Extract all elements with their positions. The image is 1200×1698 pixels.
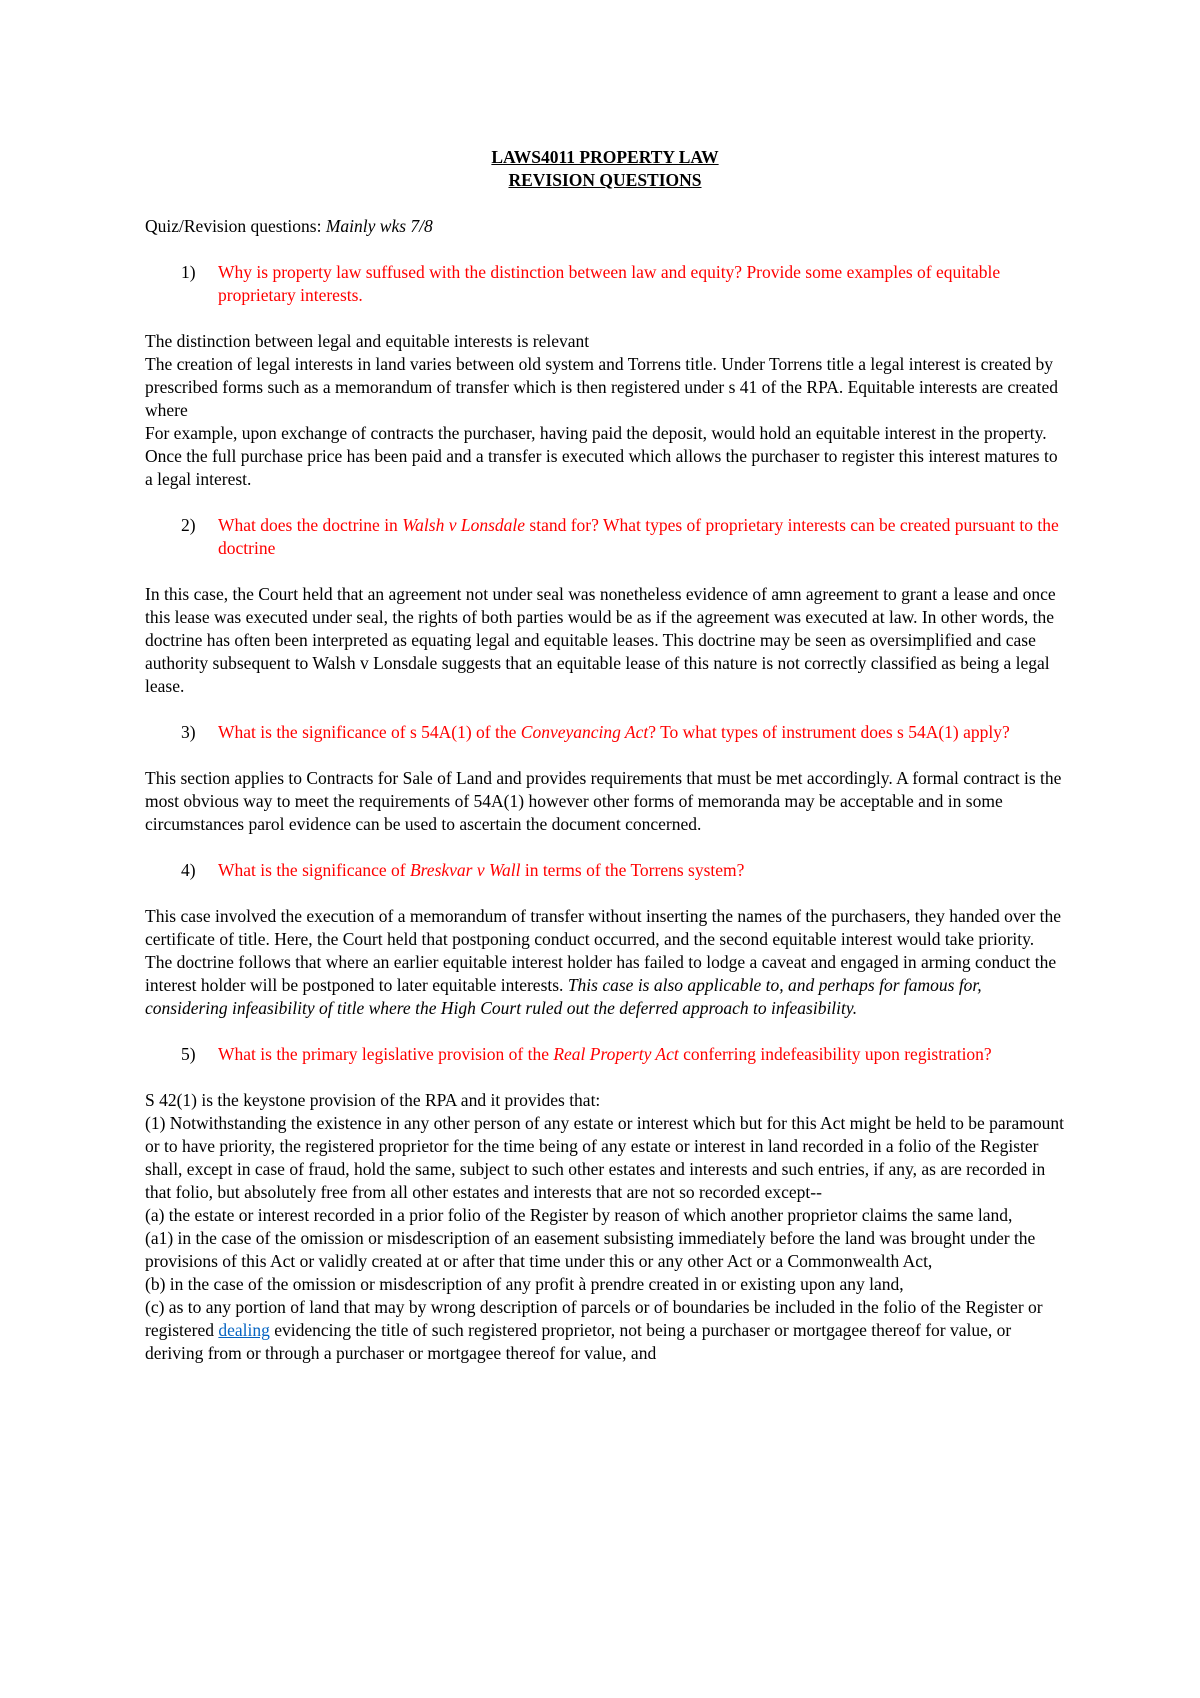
dealing-link[interactable]: dealing xyxy=(218,1320,270,1340)
answer-1-line-1: The distinction between legal and equitable interests is relevant xyxy=(145,331,590,351)
question-1-number: 1) xyxy=(181,262,196,282)
answer-5-line-6 xyxy=(145,1296,1065,1365)
answer-3: This section applies to Contracts for Sale of Land and provides requirements that must be met accordingly. A formal contract is the most obvious way to meet the requirements of 54A(1) however other forms of memoranda may be acceptable and in some circumstances parol evidence can be used to ascertain the document concerned. xyxy=(145,768,1062,834)
question-4-number: 4) xyxy=(181,860,196,880)
answer-4-italic: This case is also applicable to, and perhaps for famous for, considering infeasibility of title where the High Court ruled out the deferred approach to infeasibility. xyxy=(145,975,982,1018)
document-title: LAWS4011 PROPERTY LAW xyxy=(491,147,719,167)
intro-line xyxy=(145,215,1065,238)
question-3-act: Conveyancing Act xyxy=(520,722,649,742)
question-5-number: 5) xyxy=(181,1044,196,1064)
question-2-pre: What does the doctrine in xyxy=(218,515,403,535)
answer-5-line-5: (b) in the case of the omission or misdescription of any profit à prendre created in or existing upon any land, xyxy=(145,1274,904,1294)
answer-5-line-6-pre: (c) as to any portion of land that may by wrong description of parcels or of boundaries be included in the folio of the Register or registered xyxy=(145,1297,1043,1340)
answer-2: In this case, the Court held that an agreement not under seal was nonetheless evidence of amn agreement to grant a lease and once this lease was executed under seal, the rights of both parties would be as if the agreement was executed at law. In other words, the doctrine has often been interpreted as equating legal and equitable leases. This doctrine may be seen as oversimplified and case authority subsequent to Walsh v Lonsdale suggests that an equitable lease of this nature is not correctly classified as being a legal lease. xyxy=(145,584,1056,696)
question-5-act: Real Property Act xyxy=(553,1044,679,1064)
answer-5-line-2: (1) Notwithstanding the existence in any other person of any estate or interest which but for this Act might be held to be paramount or to have priority, the registered proprietor for the time being of any estate or interest in land recorded in a folio of the Register shall, except in case of fraud, hold the same, subject to such other estates and interests and such entries, if any, as are recorded in that folio, but absolutely free from all other estates and interests that are not so recorded except-- xyxy=(145,1113,1065,1202)
question-4-case: Breskvar v Wall xyxy=(409,860,521,880)
question-5 xyxy=(145,1043,1065,1066)
answer-5-line-1: S 42(1) is the keystone provision of the RPA and it provides that: xyxy=(145,1090,601,1110)
intro-label: Quiz/Revision questions: xyxy=(145,216,326,236)
question-1 xyxy=(145,261,1065,307)
question-4-post: in terms of the Torrens system? xyxy=(520,860,745,880)
answer-5-line-6-post: evidencing the title of such registered proprietor, not being a purchaser or mortgagee thereof for value, or deriving from or through a purchaser or mortgagee thereof for value, and xyxy=(145,1320,1012,1363)
intro-emphasis: Mainly wks 7/8 xyxy=(325,216,433,236)
question-2-number: 2) xyxy=(181,515,196,535)
question-4-pre: What is the significance of xyxy=(218,860,410,880)
answer-4-text: This case involved the execution of a memorandum of transfer without inserting the names of the purchasers, they handed over the certificate of title. Here, the Court held that postponing conduct occurred, and the second equitable interest would take priority. The doctrine follows that where an earlier equitable interest holder has failed to lodge a caveat and engaged in arming conduct the interest holder will be postponed to later equitable interests. xyxy=(145,906,1062,995)
question-3 xyxy=(145,721,1065,744)
question-3-number: 3) xyxy=(181,722,196,742)
document-page xyxy=(145,146,1065,1365)
question-3-pre: What is the significance of s 54A(1) of the xyxy=(218,722,521,742)
question-5-post: conferring indefeasibility upon registration? xyxy=(678,1044,992,1064)
question-1-text: Why is property law suffused with the distinction between law and equity? Provide some examples of equitable proprietary interests. xyxy=(218,262,1001,305)
answer-5-line-4: (a1) in the case of the omission or misdescription of an easement subsisting immediately before the land was brought under the provisions of this Act or validly created at or after that time under this or any other Act or a Commonwealth Act, xyxy=(145,1228,1036,1271)
answer-1-line-2: The creation of legal interests in land varies between old system and Torrens title. Under Torrens title a legal interest is created by prescribed forms such as a memorandum of transfer which is then registered under s 41 of the RPA. Equitable interests are created where xyxy=(145,354,1058,420)
question-4 xyxy=(145,859,1065,882)
question-2 xyxy=(145,514,1065,560)
answer-5-line-3: (a) the estate or interest recorded in a prior folio of the Register by reason of which another proprietor claims the same land, xyxy=(145,1205,1013,1225)
document-subtitle: REVISION QUESTIONS xyxy=(508,170,702,190)
answer-4 xyxy=(145,905,1065,1020)
question-2-case: Walsh v Lonsdale xyxy=(402,515,526,535)
answer-1-line-3: For example, upon exchange of contracts the purchaser, having paid the deposit, would hold an equitable interest in the property. Once the full purchase price has been paid and a transfer is executed which allows the purchaser to register this interest matures to a legal interest. xyxy=(145,423,1058,489)
question-5-pre: What is the primary legislative provision of the xyxy=(218,1044,554,1064)
question-2-post: stand for? What types of proprietary interests can be created pursuant to the doctrine xyxy=(218,515,1059,558)
question-3-post: ? To what types of instrument does s 54A(1) apply? xyxy=(648,722,1010,742)
